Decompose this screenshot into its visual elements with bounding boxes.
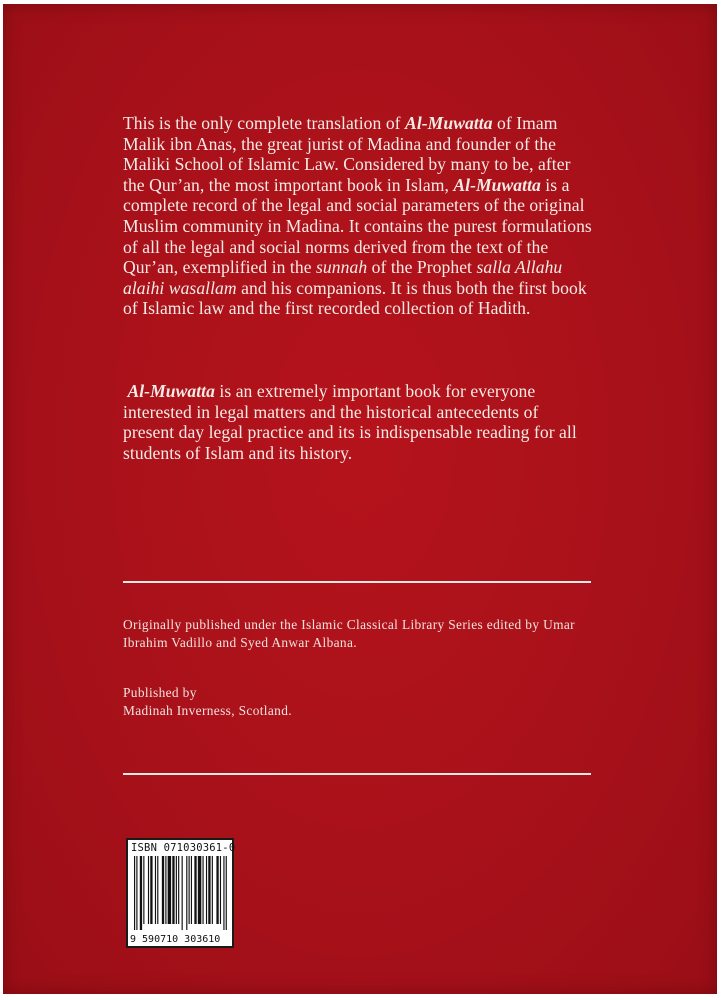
barcode-bar xyxy=(226,856,227,930)
barcode-bar xyxy=(162,856,164,924)
paragraph-1-text-3: is a complete record of the legal and social parameters of the original Muslim community in Madina. It contains the purest formulations of all the legal and social norms derived from the text of the Qur’an, exemplified in the xyxy=(123,174,592,278)
barcode-bar xyxy=(182,856,183,930)
barcode-bar xyxy=(223,856,224,930)
barcode-bar xyxy=(150,856,152,924)
barcode-bar xyxy=(206,856,207,924)
barcode-bar xyxy=(186,856,187,930)
barcode-bar xyxy=(202,856,203,924)
book-title-emphasis: Al-Muwatta xyxy=(405,113,493,133)
barcode-bar xyxy=(178,856,179,924)
barcode-bar xyxy=(189,856,190,924)
barcode-bar xyxy=(148,856,149,924)
description-paragraph-2 xyxy=(123,381,593,463)
paragraph-1-text-5: and his companions. It is thus both the first book of Islamic law and the first recorded collection of Hadith. xyxy=(123,277,587,319)
barcode-bars xyxy=(134,856,228,930)
barcode-bar xyxy=(216,856,218,924)
barcode-bar xyxy=(136,856,137,930)
barcode-bar xyxy=(194,856,196,924)
barcode-bar xyxy=(143,856,144,924)
isbn-number: ISBN 071030361-0 xyxy=(131,842,236,854)
barcode-bar xyxy=(168,856,171,924)
barcode-bar xyxy=(157,856,158,924)
barcode-bar xyxy=(140,856,142,930)
barcode-bar xyxy=(198,856,201,924)
divider-line xyxy=(123,581,591,583)
description-paragraph-1 xyxy=(123,113,593,319)
barcode-bar xyxy=(191,856,192,924)
sunnah-term: sunnah xyxy=(316,257,368,278)
publisher-name: Madinah Inverness, Scotland. xyxy=(123,702,292,718)
barcode-bar xyxy=(155,856,156,924)
salutation-term: salla Allahu alaihi wasallam xyxy=(123,257,563,298)
paragraph-1-text-1: This is the only complete translation of xyxy=(123,113,406,133)
barcode-bar xyxy=(220,856,221,924)
book-title-emphasis: Al-Muwatta xyxy=(127,381,215,401)
barcode-bar xyxy=(134,856,135,930)
publisher-block xyxy=(123,684,593,719)
paragraph-2-text: is an extremely important book for everyone interested in legal matters and the historical antecedents of present day legal practice and its is indispensable reading for all students of Islam and its history. xyxy=(123,381,577,463)
ean-digits: 9 590710 303610 xyxy=(130,934,221,945)
divider-line xyxy=(123,773,591,775)
barcode-bar xyxy=(208,856,210,924)
book-title-emphasis: Al-Muwatta xyxy=(453,174,541,195)
original-publication-note: Originally published under the Islamic Classical Library Series edited by Umar Ibrahim Vadillo and Syed Anwar Albana. xyxy=(123,617,575,650)
barcode-bar xyxy=(165,856,166,924)
back-cover xyxy=(3,4,717,994)
barcode-bar xyxy=(176,856,177,924)
barcode-label xyxy=(126,838,234,948)
barcode-bar xyxy=(172,856,174,924)
paragraph-1-text-2: of Imam Malik ibn Anas, the great jurist of Madina and founder of the Maliki School of Islamic Law. Considered by many to be, after the Qur’an, the most important book in Islam, xyxy=(123,113,571,195)
barcode-bar xyxy=(212,856,213,924)
paragraph-1-text-4: of the Prophet xyxy=(367,257,477,278)
published-by-label: Published by xyxy=(123,685,197,700)
